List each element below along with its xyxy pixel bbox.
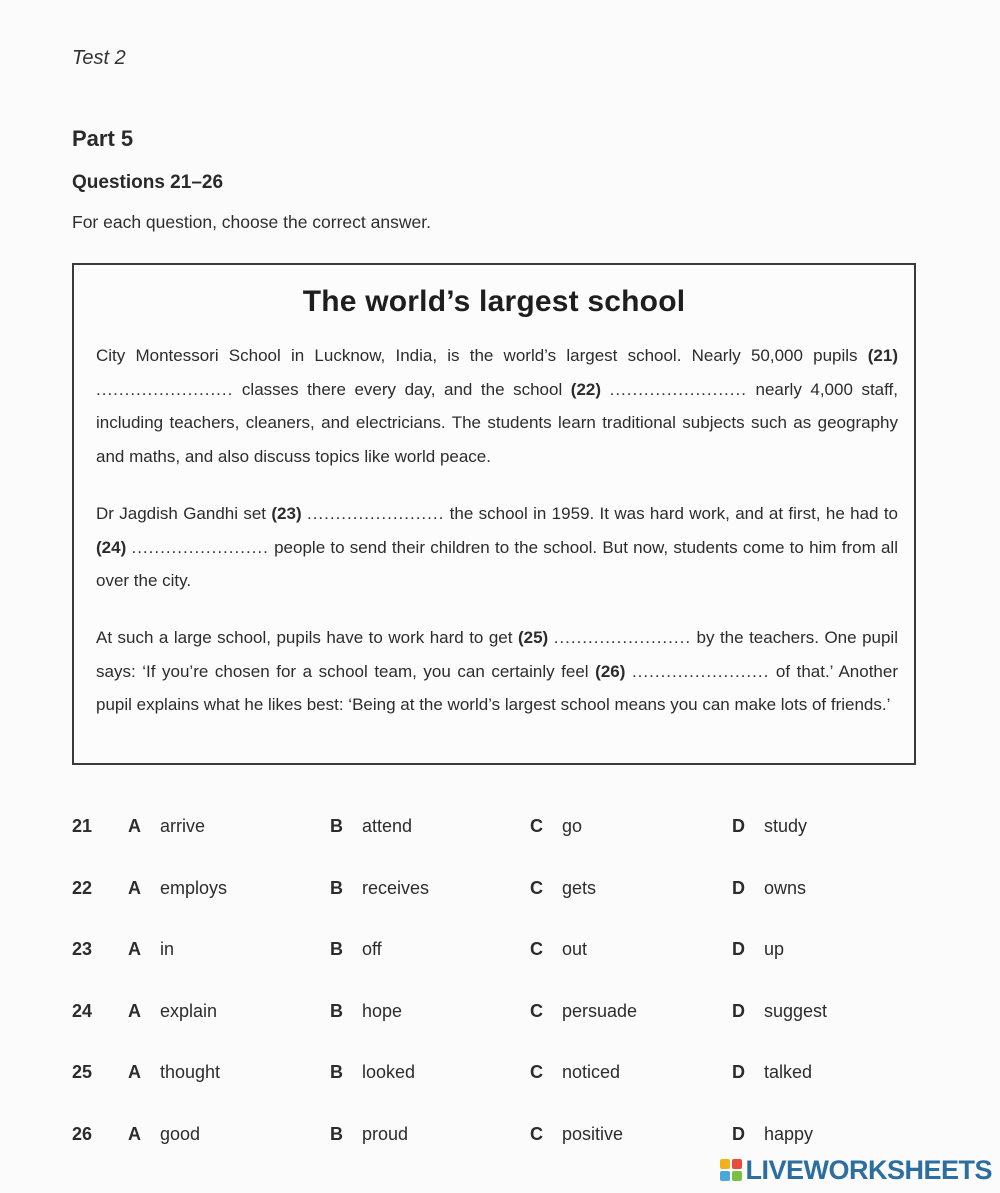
option-c[interactable]: C out (530, 939, 588, 959)
option-d[interactable]: D talked (732, 1062, 813, 1082)
gap-22[interactable]: ........................ (609, 379, 747, 399)
option-a[interactable]: A thought (128, 1062, 221, 1082)
answer-options (72, 806, 932, 1175)
question-row (72, 868, 932, 930)
option-c[interactable]: C go (530, 816, 583, 836)
option-d[interactable]: D suggest (732, 1000, 828, 1021)
option-d[interactable]: D owns (732, 877, 807, 898)
gap-number-23: (23) (271, 504, 302, 523)
option-a[interactable]: A arrive (128, 816, 206, 836)
question-row (72, 991, 932, 1053)
option-c[interactable]: C gets (530, 877, 597, 898)
option-b[interactable]: B hope (330, 1000, 403, 1021)
gap-number-21: (21) (867, 346, 898, 365)
question-number: 26 (72, 1123, 93, 1144)
option-d[interactable]: D happy (732, 1123, 814, 1144)
passage-paragraph-1: City Montessori School in Lucknow, India, is the world’s largest school. Nearly 50,000 pupils (21) ........................ classes there every day, and the school (22) ........................ nearly 4,000 staff, including teachers, cleaners, and electricians. The students learn traditional subjects such as geography and maths, and also discuss topics like world peace. (96, 346, 898, 466)
part-title: Part 5 (72, 126, 134, 151)
question-number: 23 (72, 939, 93, 959)
option-a[interactable]: A explain (128, 1000, 218, 1021)
option-a[interactable]: A employs (128, 877, 228, 898)
option-b[interactable]: B attend (330, 816, 413, 836)
option-a[interactable]: A good (128, 1123, 201, 1144)
option-a[interactable]: A in (128, 939, 175, 959)
option-b[interactable]: B receives (330, 877, 430, 898)
option-b[interactable]: B proud (330, 1123, 409, 1144)
option-c[interactable]: C persuade (530, 1000, 638, 1021)
gap-25[interactable]: ........................ (553, 628, 692, 647)
liveworksheets-logo (720, 1155, 992, 1185)
liveworksheets-logo-icon (720, 1159, 742, 1181)
option-b[interactable]: B off (330, 939, 382, 959)
passage-paragraph-2: Dr Jagdish Gandhi set (23) ........................ the school in 1959. It was hard work, and at first, he had to (24) ........................ people to send their children to the school. But now, students come to him from all over the city. (96, 504, 898, 590)
passage-title: The world’s largest school (302, 285, 686, 318)
question-number: 21 (72, 816, 93, 836)
gap-number-22: (22) (570, 379, 602, 399)
option-d[interactable]: D up (732, 939, 785, 959)
test-label: Test 2 (72, 47, 126, 69)
question-row (72, 929, 932, 991)
gap-number-26: (26) (595, 661, 626, 681)
option-d[interactable]: D study (732, 816, 808, 836)
gap-21[interactable]: ........................ (96, 379, 234, 399)
instruction: For each question, choose the correct answer. (72, 212, 431, 232)
question-number: 25 (72, 1062, 93, 1082)
option-b[interactable]: B looked (330, 1062, 416, 1082)
option-c[interactable]: C noticed (530, 1062, 621, 1082)
gap-23[interactable]: ........................ (306, 504, 445, 523)
question-number: 24 (72, 1000, 93, 1021)
gap-number-24: (24) (96, 537, 127, 557)
question-number: 22 (72, 877, 93, 898)
question-row (72, 806, 932, 868)
passage-box (72, 263, 916, 765)
questions-title: Questions 21–26 (72, 172, 224, 193)
liveworksheets-logo-text: LIVEWORKSHEETS (745, 1154, 992, 1185)
gap-26[interactable]: ........................ (631, 661, 770, 681)
gap-24[interactable]: ........................ (131, 537, 269, 557)
question-row (72, 1052, 932, 1114)
option-c[interactable]: C positive (530, 1123, 624, 1144)
passage-paragraph-3: At such a large school, pupils have to work hard to get (25) ........................ by the teachers. One pupil says: ‘If you’re chosen for a school team, you can certainly feel (26) ........................ of that.’ Another pupil explains what he likes best: ‘Being at the world’s largest school means you can make lots of friends.’ (96, 628, 898, 714)
gap-number-25: (25) (517, 628, 549, 647)
